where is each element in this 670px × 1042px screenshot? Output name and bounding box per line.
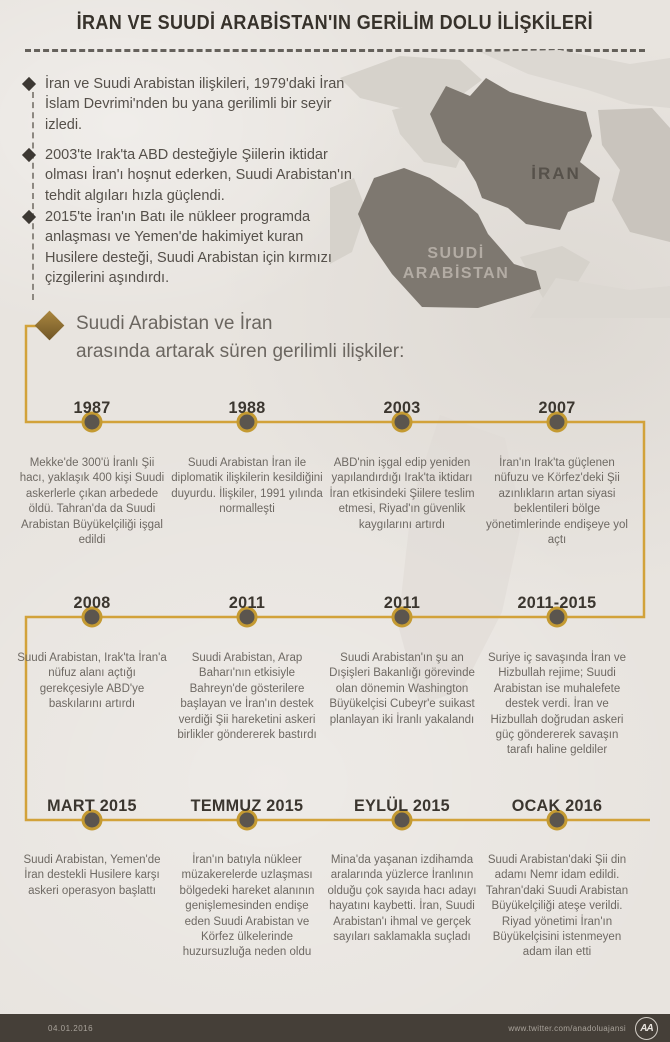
- footer-bar: [0, 1014, 670, 1042]
- footer-right: [508, 1017, 658, 1040]
- event-text: Suudi Arabistan, Yemen'de İran destekli Husilere karşı askeri operasyon başlattı: [23, 854, 161, 897]
- intro-bullet: [24, 74, 354, 135]
- event-text: Suudi Arabistan İran ile diplomatik ilişkilerin kesildiğini duyurdu. İlişkiler, 1991 yılında normalleşti: [171, 457, 323, 516]
- event-text: Suriye iç savaşında İran ve Hizbullah rejime; Suudi Arabistan ise muhalefete destek verdi. İran ve Hizbullah doğrudan askeri güç göndererek savaşın tarafı haline geldiler: [487, 652, 627, 757]
- event-text: Suudi Arabistan, Irak'ta İran'a nüfuz alanı açtığı gerekçesiyle ABD'ye baskılarını artırdı: [17, 652, 167, 711]
- event-year: 2011: [228, 593, 266, 612]
- event-text: Mekke'de 300'ü İranlı Şii hacı, yaklaşık 400 kişi Suudi askerlerle çıkan arbedede öldü. Tahran'da da Suudi Arabistan Büyükelçiliği işgal edildi: [19, 457, 165, 547]
- event-year: 1987: [73, 398, 111, 417]
- event-text: Mina'da yaşanan izdihamda aralarında yüzlerce İranlının olduğu çok sayıda hacı adayı hayatını kaybetti. İran, Suudi Arabistan'ı ihmal ve gerçek sayıları saklamakla suçladı: [327, 854, 477, 944]
- map-label-saudi: SUUDİ ARABİSTAN: [402, 245, 510, 282]
- event-year: TEMMUZ 2015: [190, 796, 304, 815]
- event-year: 1988: [228, 398, 266, 417]
- map-region-shape: [598, 108, 670, 242]
- event-text: İran'ın Irak'ta güçlenen nüfuzu ve Körfez'deki Şii azınlıkların artan siyasi beklentileri bölge yönetimlerinde endişeye yol açtı: [486, 457, 628, 547]
- footer-date: 04.01.2016: [48, 1023, 94, 1033]
- event-text: Suudi Arabistan, Arap Baharı'nın etkisiyle Bahreyn'de gösterilere başlayan ve İran'ın destek verdiği Şii hareketini askeri birlikler göndererek bastırdı: [177, 652, 317, 742]
- timeline-heading-line2: arasında artarak süren gerilimli ilişkiler:: [76, 340, 405, 362]
- event-year: 2011: [383, 593, 421, 612]
- event-text: İran'ın batıyla nükleer müzakerelerde uzlaşması bölgedeki hareket alanının genişlemesinden endişe eden Suudi Arabistan ve Körfez ülkelerinde huzursuzluğa neden oldu: [179, 854, 315, 959]
- header: [0, 12, 670, 35]
- event-text: Suudi Arabistan'ın şu an Dışişleri Bakanlığı görevinde olan dönemin Washington Büyükelçisi Cubeyr'e suikast planlayan iki İranlı yakalandı: [329, 652, 475, 726]
- anadolu-agency-logo-icon: AA: [635, 1017, 658, 1040]
- timeline-heading: [76, 310, 456, 365]
- event-year: 2007: [538, 398, 576, 417]
- diamond-bullet-icon: [22, 210, 36, 224]
- diamond-bullet-icon: [22, 148, 36, 162]
- timeline-heading-line1: Suudi Arabistan ve İran: [76, 313, 273, 334]
- diamond-bullet-icon: [22, 77, 36, 91]
- page-title: İRAN VE SUUDİ ARABİSTAN'IN GERİLİM DOLU İLİŞKİLERİ: [76, 12, 594, 34]
- intro-bullet: [24, 145, 354, 206]
- event-text: ABD'nin işgal edip yeniden yapılandırdığı Irak'ta iktidarı İran etkisindeki Şiilere teslim etmesi, Riyad'ın güvenlik kaygılarını artırdı: [329, 457, 475, 531]
- event-year: 2003: [383, 398, 421, 417]
- footer-url: www.twitter.com/anadoluajansi: [508, 1023, 626, 1033]
- event-year: EYLÜL 2015: [354, 796, 450, 815]
- event-year: 2011-2015: [517, 593, 597, 612]
- intro-bullet-text: 2003'te Irak'ta ABD desteğiyle Şiilerin iktidar olması İran'ı hoşnut ederken, Suudi Arabistan'ın tehdit algıları hızla güçlendi.: [45, 147, 352, 204]
- event-year: 2008: [73, 593, 111, 612]
- intro-bullet-text: İran ve Suudi Arabistan ilişkileri, 1979'daki İran İslam Devrimi'nden bu yana gerilimli bir seyir izledi.: [45, 76, 345, 133]
- event-text: Suudi Arabistan'daki Şii din adamı Nemr idam edildi. Tahran'daki Suudi Arabistan Büyükelçiliği ateşe verildi. Riyad yönetimi İran'ın Büyükelçisini istenmeyen adam ilan etti: [485, 854, 629, 959]
- map-label-iran: İRAN: [531, 164, 581, 183]
- event-year: MART 2015: [47, 796, 137, 815]
- intro-bullet-text: 2015'te İran'ın Batı ile nükleer programda anlaşması ve Yemen'de hakimiyet kuran Husilere desteği, Suudi Arabistan için kırmızı çizgilerini aşındırdı.: [45, 209, 332, 286]
- intro-bullet: [24, 207, 354, 288]
- event-year: OCAK 2016: [511, 796, 603, 815]
